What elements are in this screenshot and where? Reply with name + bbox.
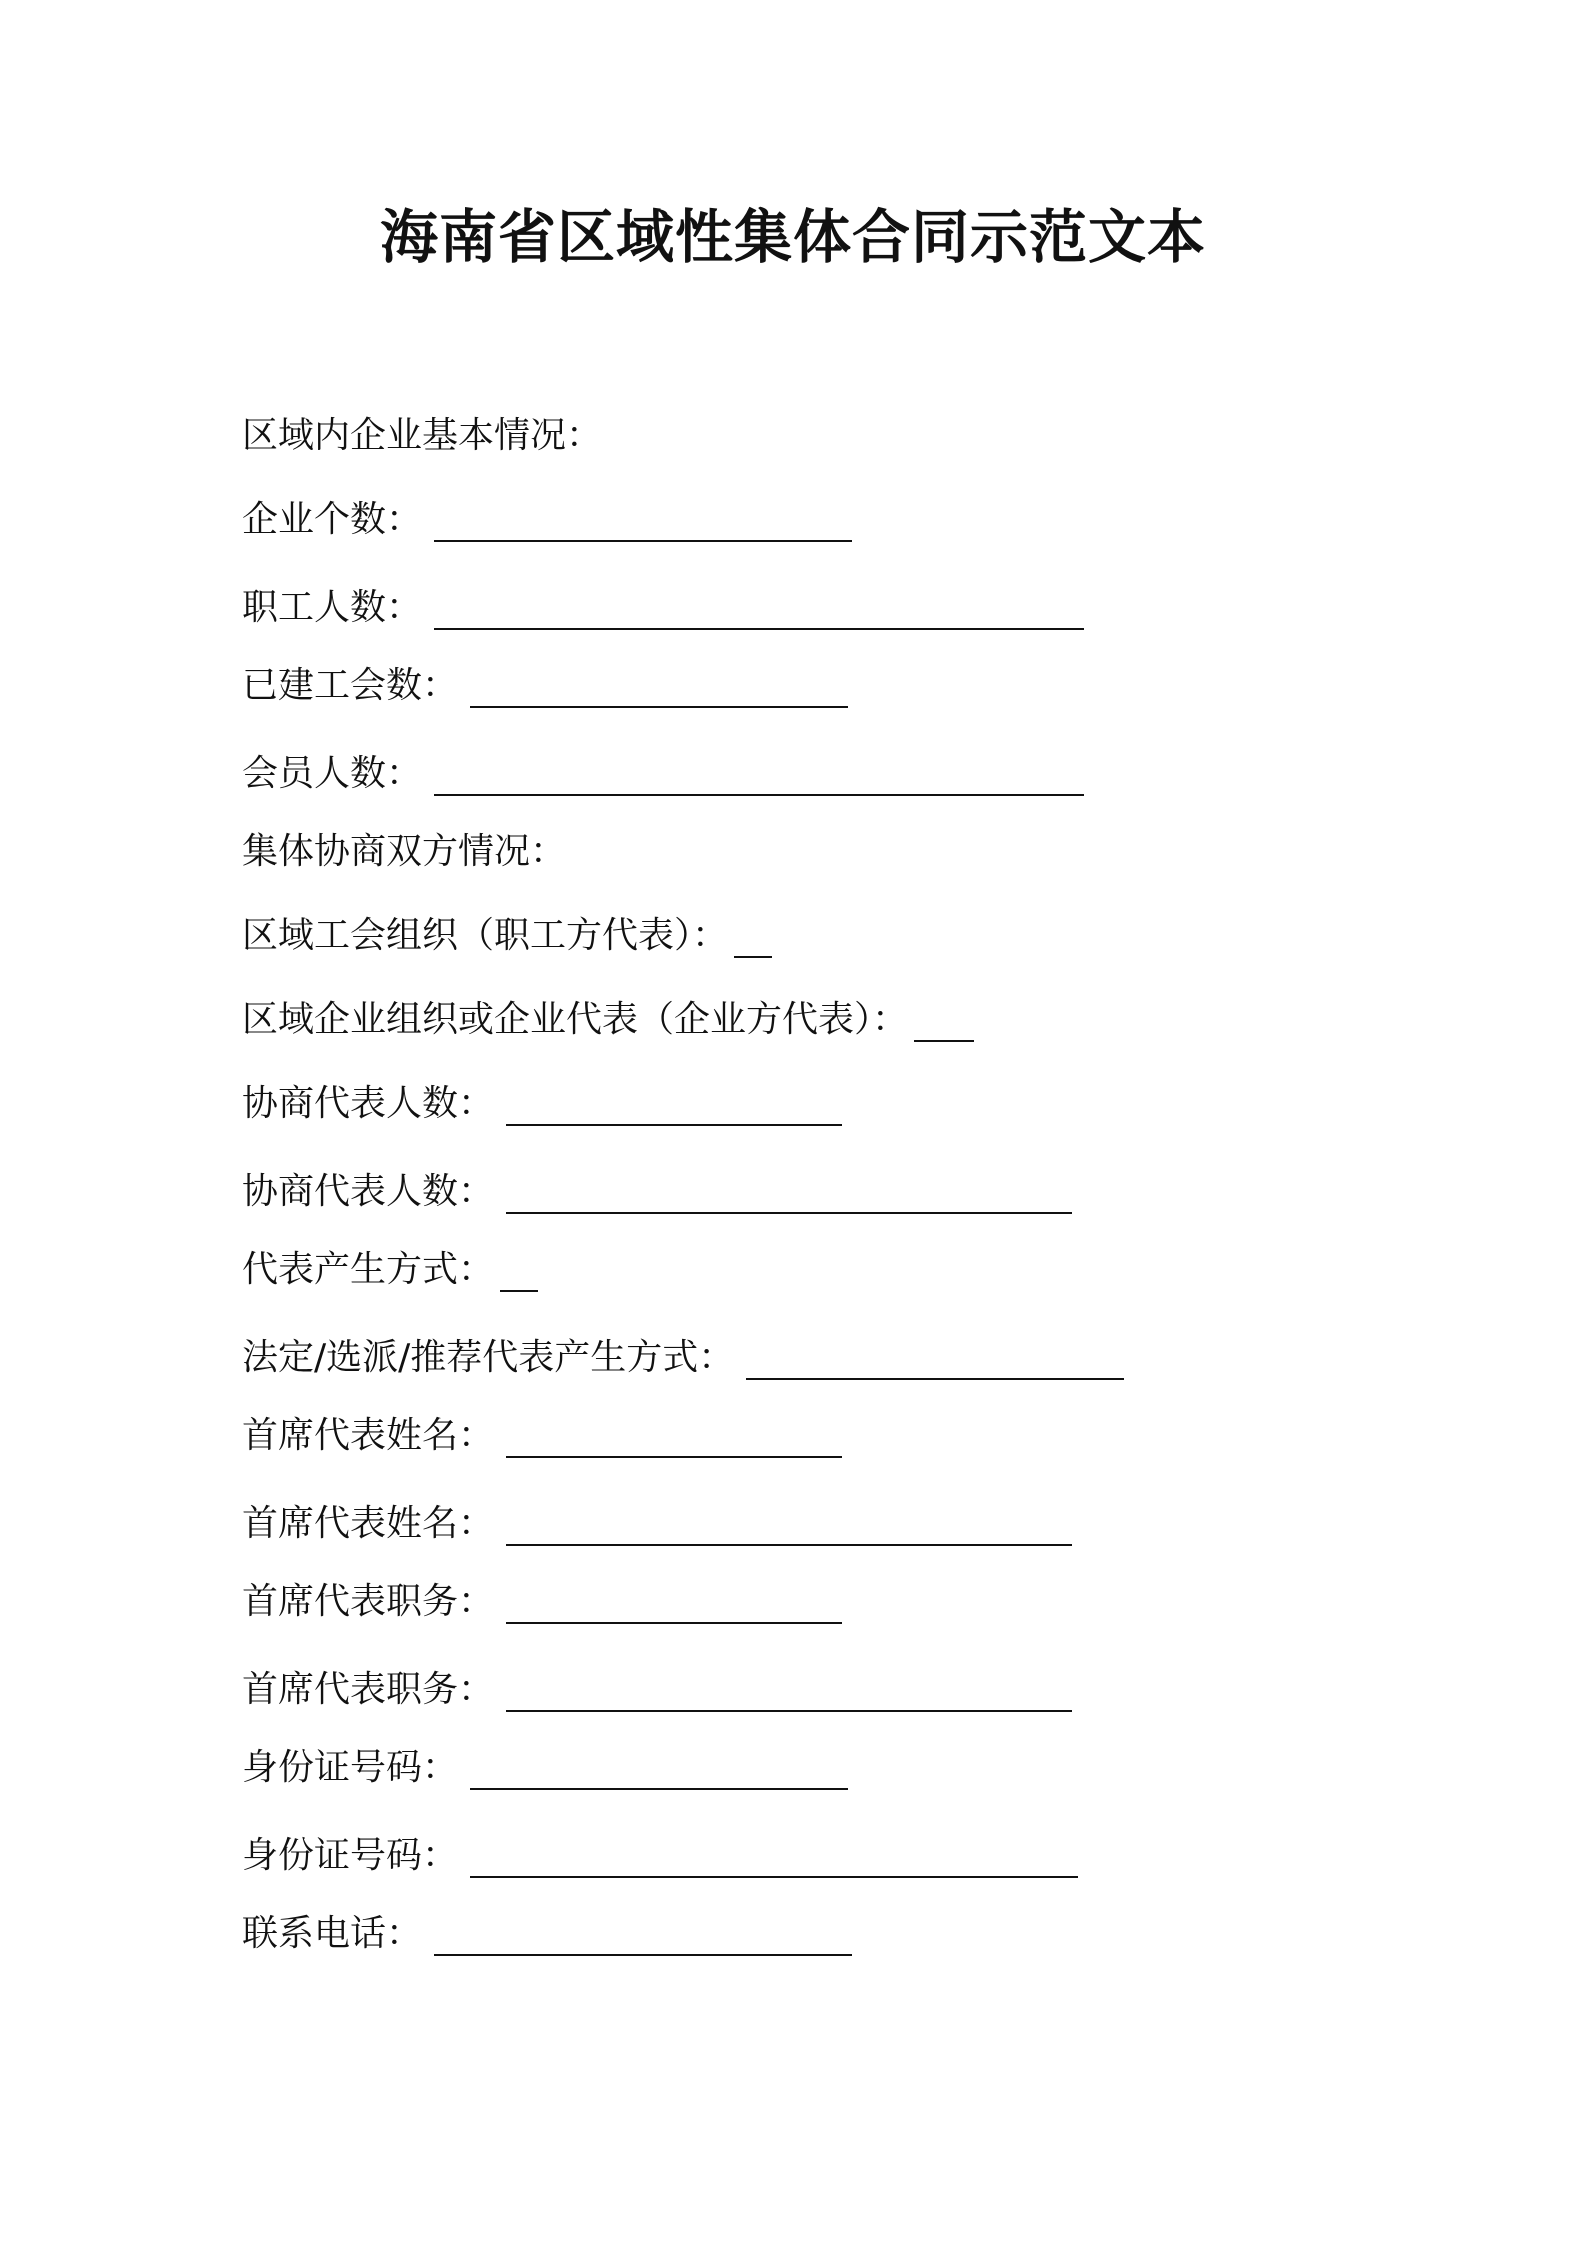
form-line-id-number-1 bbox=[242, 1747, 848, 1788]
form-line-chief-title-1 bbox=[242, 1581, 842, 1622]
line-label: 职工人数： bbox=[242, 587, 423, 628]
fill-in-blank[interactable] bbox=[914, 1010, 974, 1042]
fill-in-blank[interactable] bbox=[434, 510, 852, 542]
form-line-chief-name-2 bbox=[242, 1503, 1072, 1544]
line-label: 首席代表姓名： bbox=[242, 1415, 495, 1456]
line-label: 联系电话： bbox=[242, 1913, 423, 1954]
form-line-enterprise-count bbox=[242, 499, 852, 540]
form-line-phone bbox=[242, 1913, 852, 1954]
line-label: 区域企业组织或企业代表（企业方代表）： bbox=[242, 999, 909, 1040]
fill-in-blank[interactable] bbox=[734, 926, 772, 958]
line-label: 企业个数： bbox=[242, 499, 423, 540]
line-label: 法定/选派/推荐代表产生方式： bbox=[242, 1337, 735, 1378]
line-label: 会员人数： bbox=[242, 753, 423, 794]
fill-in-blank[interactable] bbox=[434, 1924, 852, 1956]
form-line-regional-union bbox=[242, 915, 772, 956]
fill-in-blank[interactable] bbox=[506, 1514, 1072, 1546]
fill-in-blank[interactable] bbox=[506, 1426, 842, 1458]
line-label: 身份证号码： bbox=[242, 1747, 459, 1788]
line-label: 已建工会数： bbox=[242, 665, 459, 706]
section-heading-enterprise-info bbox=[242, 415, 603, 456]
form-line-statutory-selection-method bbox=[242, 1337, 1124, 1378]
form-line-enterprise-representative bbox=[242, 999, 974, 1040]
fill-in-blank[interactable] bbox=[500, 1260, 538, 1292]
fill-in-blank[interactable] bbox=[470, 676, 848, 708]
line-label: 首席代表姓名： bbox=[242, 1503, 495, 1544]
form-line-employee-count bbox=[242, 587, 1084, 628]
form-line-member-count bbox=[242, 753, 1084, 794]
fill-in-blank[interactable] bbox=[434, 598, 1084, 630]
fill-in-blank[interactable] bbox=[470, 1846, 1078, 1878]
fill-in-blank[interactable] bbox=[506, 1094, 842, 1126]
line-label: 协商代表人数： bbox=[242, 1083, 495, 1124]
fill-in-blank[interactable] bbox=[746, 1348, 1124, 1380]
form-line-negotiator-count-1 bbox=[242, 1083, 842, 1124]
line-label: 代表产生方式： bbox=[242, 1249, 495, 1290]
fill-in-blank[interactable] bbox=[434, 764, 1084, 796]
form-line-chief-name-1 bbox=[242, 1415, 842, 1456]
form-line-negotiator-count-2 bbox=[242, 1171, 1072, 1212]
form-line-selection-method bbox=[242, 1249, 538, 1290]
line-label: 集体协商双方情况： bbox=[242, 831, 567, 872]
form-line-id-number-2 bbox=[242, 1835, 1078, 1876]
fill-in-blank[interactable] bbox=[506, 1680, 1072, 1712]
section-heading-negotiation-parties bbox=[242, 831, 567, 872]
form-line-chief-title-2 bbox=[242, 1669, 1072, 1710]
fill-in-blank[interactable] bbox=[470, 1758, 848, 1790]
document-title: 海南省区域性集体合同示范文本 bbox=[379, 203, 1206, 271]
line-label: 区域内企业基本情况： bbox=[242, 415, 603, 456]
line-label: 首席代表职务： bbox=[242, 1581, 495, 1622]
form-line-union-count bbox=[242, 665, 848, 706]
line-label: 协商代表人数： bbox=[242, 1171, 495, 1212]
line-label: 身份证号码： bbox=[242, 1835, 459, 1876]
fill-in-blank[interactable] bbox=[506, 1592, 842, 1624]
line-label: 首席代表职务： bbox=[242, 1669, 495, 1710]
line-label: 区域工会组织（职工方代表）： bbox=[242, 915, 729, 956]
fill-in-blank[interactable] bbox=[506, 1182, 1072, 1214]
